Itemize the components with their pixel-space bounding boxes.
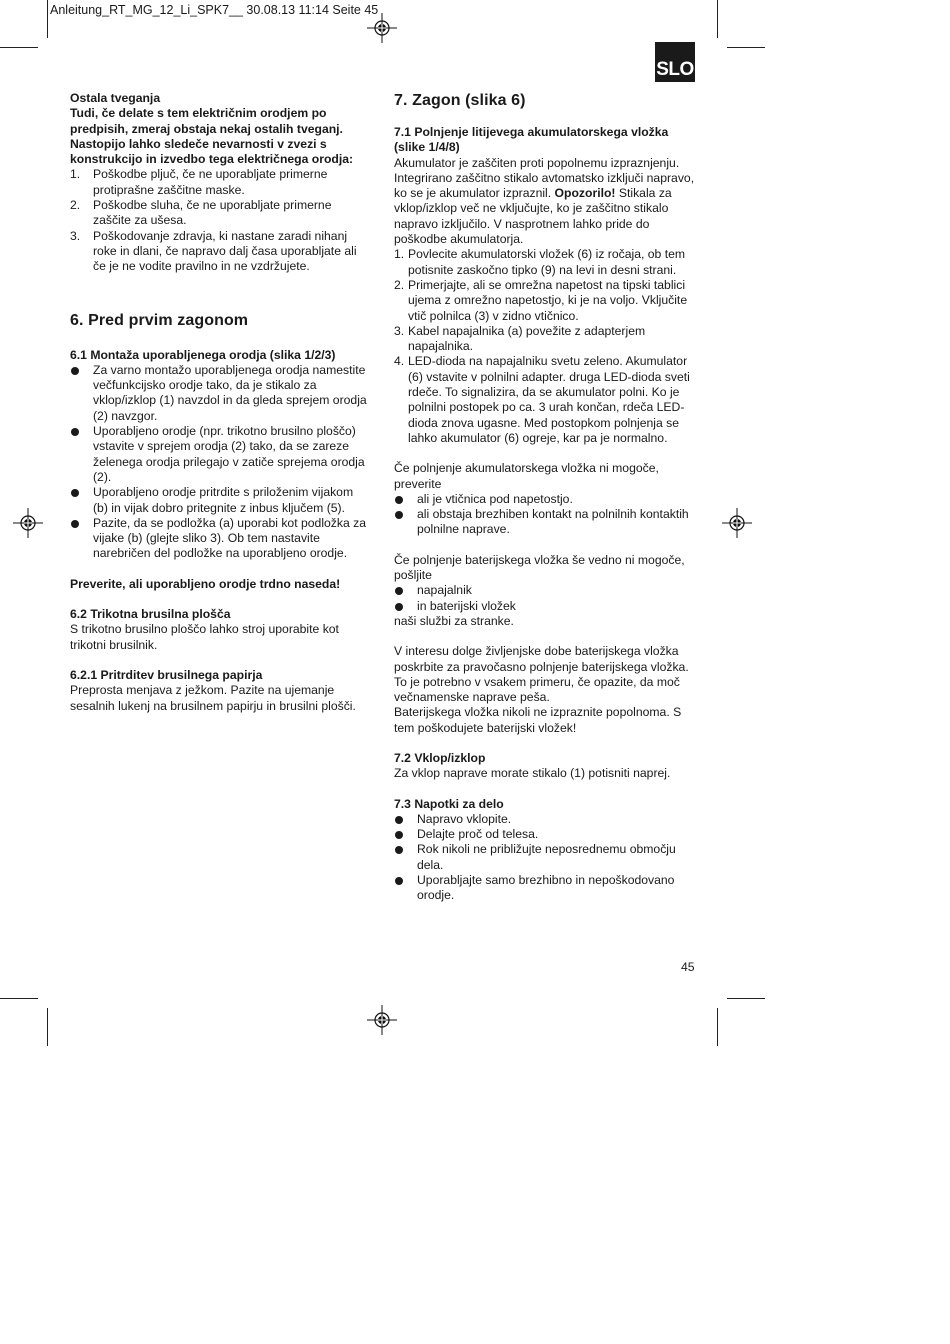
warning-label: Opozorilo!	[554, 186, 616, 201]
bullet-icon	[395, 587, 403, 595]
list-item	[70, 229, 370, 275]
bullet-icon	[395, 831, 403, 839]
registration-mark-icon	[722, 508, 752, 538]
section-6-2-text: S trikotno brusilno ploščo lahko stroj uporabite kot trikotni brusilnik.	[70, 622, 339, 652]
list-item	[394, 247, 698, 278]
section-7-1-intro: Akumulator je zaščiten proti popolnemu izpraznjenju. Integrirano zaščitno stikalo avtomatsko izključi napravo, ko se je akumulator izpraznil. Opozorilo! Stikala za vklop/izklop več ne vključujte, ko je zaščitno stikalo napravo izključilo. V nasprotnem lahko pride do poškodbe akumulatorja.	[394, 155, 695, 247]
bullet-icon	[395, 603, 403, 611]
bullet-icon	[395, 877, 403, 885]
crop-mark	[727, 47, 765, 48]
language-tab: SLO	[655, 42, 695, 82]
bullet-icon	[395, 496, 403, 504]
registration-mark-icon	[367, 1005, 397, 1035]
fail-intro: Če polnjenje akumulatorskega vložka ni mogoče, preverite	[394, 461, 659, 491]
list-item	[394, 324, 698, 355]
section-6-2-title: 6.2 Trikotna brusilna plošča	[70, 607, 231, 622]
print-slug: Anleitung_RT_MG_12_Li_SPK7__ 30.08.13 11:14 Seite 45	[50, 3, 379, 17]
section-7-2-title: 7.2 Vklop/izklop	[394, 750, 486, 765]
registration-mark-icon	[367, 13, 397, 43]
list-number: 3.	[70, 228, 81, 243]
section-7-2-text: Za vklop naprave morate stikalo (1) potisniti naprej.	[394, 766, 671, 781]
list-number: 4.	[394, 354, 405, 369]
list-text: Poškodbe pljuč, če ne uporabljate primerne protiprašne zaščitne maske.	[93, 167, 328, 197]
section-7-title: 7. Zagon (slika 6)	[394, 92, 526, 109]
list-text: napajalnik	[417, 583, 472, 598]
bullet-icon	[395, 816, 403, 824]
registration-mark-icon	[13, 508, 43, 538]
list-text: Uporabljeno orodje (npr. trikotno brusilno ploščo) vstavite v sprejem orodja (2) tako, da se zareze želenega orodja prilegajo v zatiče sprejema orodja (2).	[93, 424, 365, 484]
work-tips-list	[394, 812, 698, 904]
crop-mark	[0, 998, 38, 999]
crop-mark	[47, 0, 48, 38]
section-6-2-1-text: Preprosta menjava z ježkom. Pazite na ujemanje sesalnih lukenj na brusilnem papirju in brusilni plošči.	[70, 683, 356, 713]
check-note: Preverite, ali uporabljeno orodje trdno naseda!	[70, 576, 341, 591]
list-item	[394, 842, 698, 873]
bullet-icon	[395, 846, 403, 854]
battery-life-paragraph: V interesu dolge življenjske dobe baterijskega vložka poskrbite za pravočasno polnjenje baterijskega vložka. To je potrebno v vsakem primeru, če opazite, da moč večnamenske naprave peša.	[394, 644, 689, 705]
bullet-icon	[71, 428, 79, 436]
list-item	[70, 516, 370, 562]
risks-list	[70, 167, 370, 274]
list-text: Rok nikoli ne približujte neposrednemu območju dela.	[417, 842, 676, 872]
list-number: 1.	[394, 247, 405, 262]
bullet-icon	[395, 511, 403, 519]
section-7-1-title: 7.1 Polnjenje litijevega akumulatorskega vložka (slike 1/4/8)	[394, 125, 669, 155]
list-number: 3.	[394, 323, 405, 338]
list-text: Poškodbe sluha, če ne uporabljate primerne zaščite za ušesa.	[93, 198, 332, 228]
section-6-2-1-title: 6.2.1 Pritrditev brusilnega papirja	[70, 667, 263, 682]
list-number: 1.	[70, 167, 81, 182]
list-item	[394, 354, 698, 446]
list-text: Poškodovanje zdravja, ki nastane zaradi nihanj roke in dlani, če napravo dalj časa uporabljate ali če je ne vodite pravilno in ne vzdržujete.	[93, 228, 357, 274]
fail-list	[394, 492, 698, 538]
list-item	[394, 827, 698, 842]
section-6-1-title: 6.1 Montaža uporabljenega orodja (slika 1/2/3)	[70, 347, 336, 362]
crop-mark	[727, 998, 765, 999]
list-text: in baterijski vložek	[417, 598, 516, 613]
crop-mark	[717, 1008, 718, 1046]
list-text: Kabel napajalnika (a) povežite z adapterjem napajalnika.	[408, 323, 646, 354]
right-column	[394, 91, 698, 904]
list-item	[70, 485, 370, 516]
bullet-icon	[71, 489, 79, 497]
list-text: ali obstaja brezhiben kontakt na polnilnih kontaktih polnilne naprave.	[417, 507, 689, 537]
section-7-3-title: 7.3 Napotki za delo	[394, 796, 504, 811]
list-item	[70, 198, 370, 229]
charging-steps	[394, 247, 698, 446]
list-item	[394, 492, 698, 507]
list-text: Povlecite akumulatorski vložek (6) iz ročaja, ob tem potisnite zaskočno tipko (9) na levi in desni strani.	[408, 247, 686, 277]
list-text: Za varno montažo uporabljenega orodja namestite večfunkcijsko orodje tako, da je stikalo za vklop/izklop (1) navzdol in da gleda sprejem orodja (2) navzgor.	[93, 362, 367, 423]
list-item	[394, 583, 698, 598]
list-item	[394, 507, 698, 538]
list-text: Napravo vklopite.	[417, 811, 512, 826]
still-list	[394, 583, 698, 614]
list-text: LED-dioda na napajalniku svetu zeleno. Akumulator (6) vstavite v polnilni adapter. druga LED-dioda sveti rdeče. To signalizira, da se akumulator polni. Ko je polnilni postopek po ca. 3 urah končan, rdeča LED-dioda znova ugasne. Med postopkom polnjenja se lahko akumulator (6) ogreje, kar pa je normalno.	[408, 354, 690, 445]
list-text: Uporabljajte samo brezhibno in nepoškodovano orodje.	[417, 873, 675, 903]
list-item	[394, 599, 698, 614]
page-number: 45	[681, 960, 695, 974]
crop-mark	[0, 47, 38, 48]
list-text: Primerjajte, ali se omrežna napetost na tipski tablici ujema z omrežno napetostjo, ki je na voljo. Vključite vtič polnilca (3) v zidno vtičnico.	[408, 277, 688, 323]
left-column	[70, 91, 370, 714]
crop-mark	[717, 0, 718, 38]
still-outro: naši službi za stranke.	[394, 613, 514, 628]
list-item	[394, 278, 698, 324]
list-text: Uporabljeno orodje pritrdite s priloženim vijakom (b) in vijak dobro pritegnite z inbus ključem (5).	[93, 485, 354, 515]
crop-mark	[47, 1008, 48, 1046]
risks-title: Ostala tveganja	[70, 91, 161, 105]
battery-discharge-paragraph: Baterijskega vložka nikoli ne izpraznite popolnoma. S tem poškodujete baterijski vložek!	[394, 705, 682, 735]
list-text: Pazite, da se podložka (a) uporabi kot podložka za vijake (b) (glejte sliko 3). Ob tem nastavite narebričen del podložke na uporabljeno orodje.	[93, 515, 367, 561]
list-item	[70, 363, 370, 424]
list-item	[394, 873, 698, 904]
list-number: 2.	[394, 277, 405, 292]
bullet-icon	[71, 520, 79, 528]
list-item	[394, 812, 698, 827]
section-6-1-list	[70, 363, 370, 562]
still-intro: Če polnjenje baterijskega vložka še vedno ni mogoče, pošljite	[394, 552, 685, 583]
list-number: 2.	[70, 198, 81, 213]
list-item	[70, 167, 370, 198]
risks-intro: Tudi, če delate s tem električnim orodjem po predpisih, zmeraj obstaja nekaj ostalih tveganj. Nastopijo lahko sledeče nevarnosti v zvezi s konstrukcijo in izvedbo tega električnega orodja:	[70, 106, 354, 167]
list-text: Delajte proč od telesa.	[417, 827, 539, 842]
bullet-icon	[71, 367, 79, 375]
section-6-title: 6. Pred prvim zagonom	[70, 311, 249, 329]
list-item	[70, 424, 370, 485]
list-text: ali je vtičnica pod napetostjo.	[417, 491, 573, 506]
